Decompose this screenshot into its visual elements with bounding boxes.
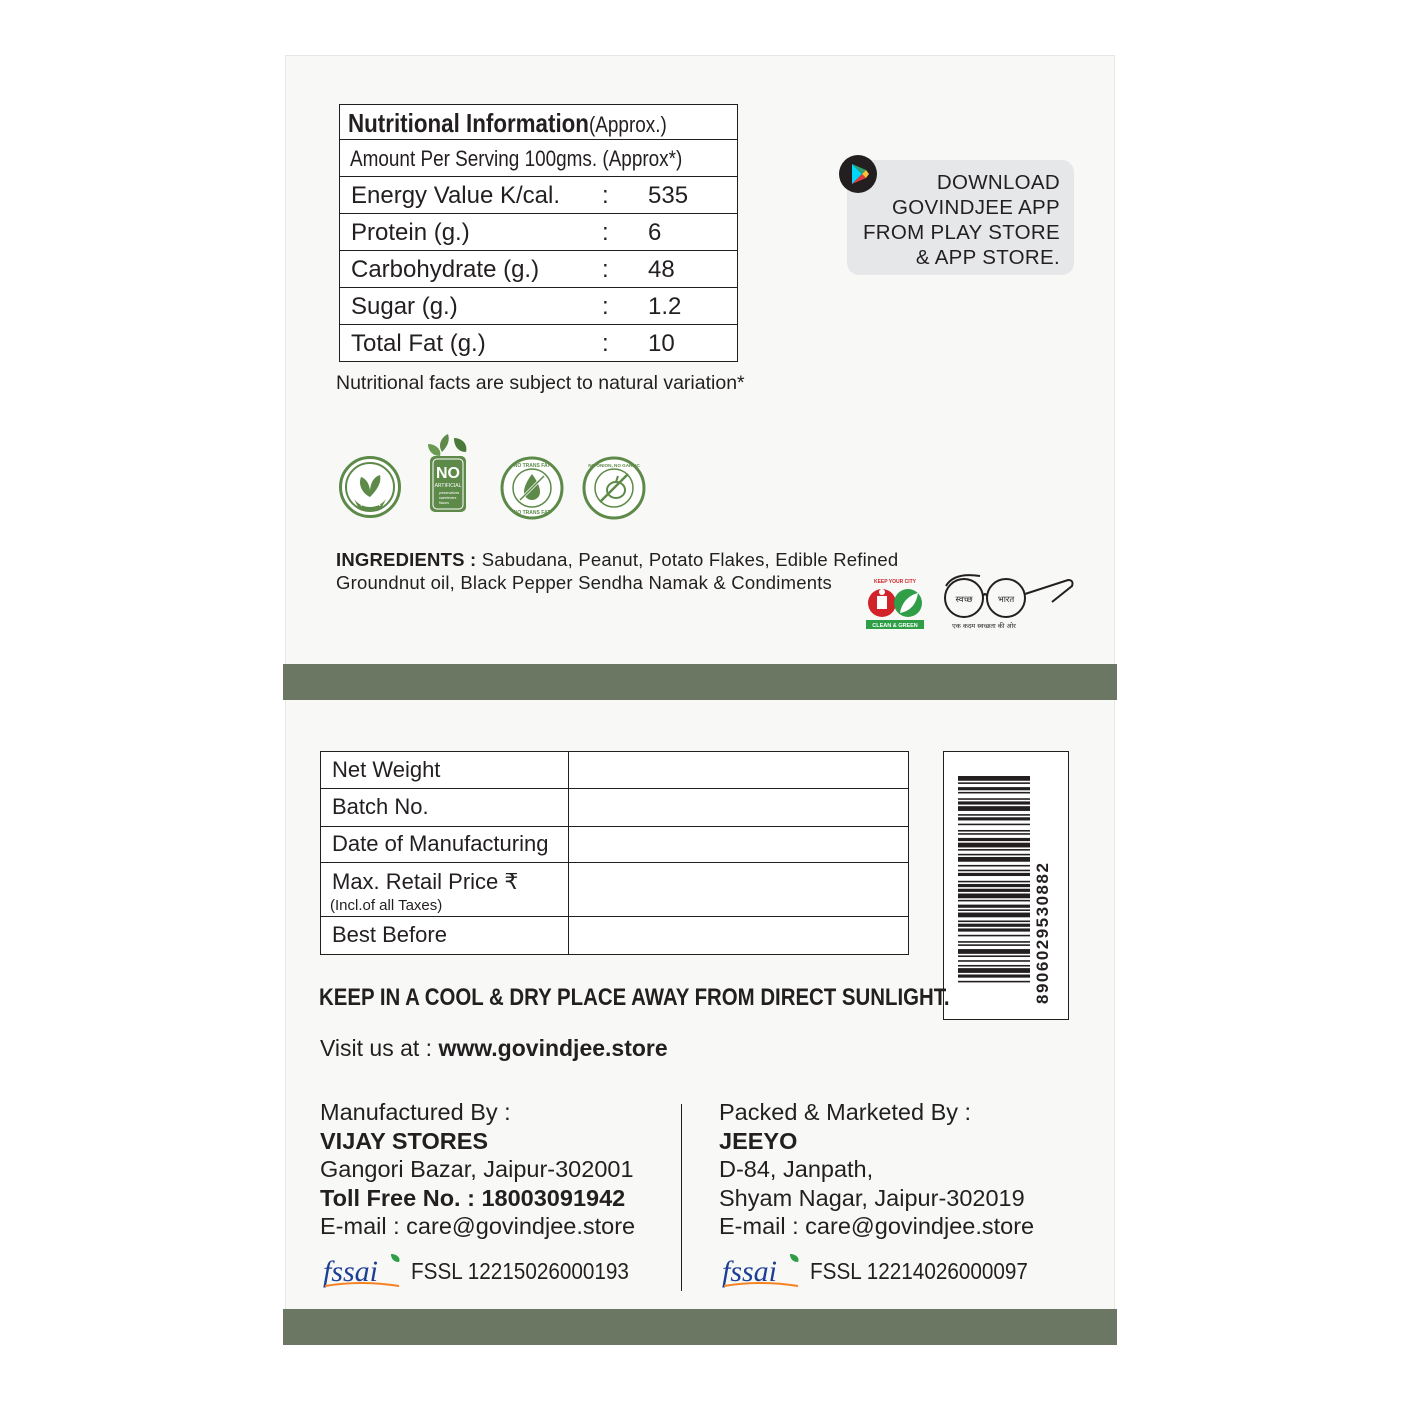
visit-label: Visit us at : [320, 1035, 433, 1061]
fssl-number: FSSL 12215026000193 [411, 1257, 629, 1284]
nutrition-label: Protein (g.) [351, 219, 470, 246]
manufacturer-toll-free: Toll Free No. : 18003091942 [320, 1184, 626, 1211]
fssai-logo-text: fssai [722, 1255, 778, 1288]
batch-label: Date of Manufacturing [321, 827, 569, 863]
clean-green-logo-icon [864, 575, 926, 631]
barcode-bar [958, 857, 1030, 862]
barcode-bar [958, 941, 1030, 943]
nutrition-sep: : [602, 256, 609, 283]
barcode-bar [958, 873, 1030, 876]
nutrition-row [340, 324, 737, 361]
marketer-address-1: D-84, Janpath, [719, 1156, 874, 1182]
barcode-bar [958, 968, 1030, 973]
ingredients-text: Sabudana, Peanut, Potato Flakes, Edible Refined Groundnut oil, Black Pepper Sendha Namak & Condiments [336, 549, 899, 593]
batch-label: Net Weight [321, 752, 569, 789]
barcode-bar [958, 830, 1030, 832]
barcode-bar [958, 854, 1030, 856]
batch-value-cell [569, 863, 909, 917]
nutrition-serving: Amount Per Serving 100gms. (Approx*) [350, 146, 683, 171]
barcode-bar [958, 806, 1030, 811]
nutrition-row [340, 287, 737, 324]
nutrition-title-suffix: (Approx.) [588, 112, 667, 137]
barcode-bar [958, 889, 1030, 892]
barcode-bar [958, 843, 1030, 848]
barcode-bar [958, 792, 1030, 794]
batch-label: Best Before [321, 917, 569, 955]
nutrition-value: 6 [648, 219, 662, 246]
fssai-marketer [720, 1250, 1052, 1292]
nutrition-row [340, 176, 737, 213]
preservatives-label: preservatives [439, 491, 460, 495]
barcode-bar [958, 905, 1030, 908]
barcode-bar [958, 817, 1030, 820]
manufacturer-address: Gangori Bazar, Jaipur-302001 [320, 1156, 634, 1182]
marketer-name: JEEYO [719, 1127, 798, 1154]
address-divider [681, 1104, 682, 1291]
batch-info-table [320, 751, 909, 955]
no-onion-garlic-badge-icon [582, 456, 646, 520]
nutrition-value: 535 [648, 182, 689, 209]
marketer-heading: Packed & Marketed By : [719, 1099, 972, 1125]
play-store-icon[interactable] [839, 155, 877, 193]
ingredients-label: INGREDIENTS : [336, 549, 477, 570]
download-app-box[interactable] [847, 160, 1074, 275]
ingredients [336, 548, 936, 594]
swachh-tagline: एक कदम स्वच्छता की ओर [952, 622, 1016, 630]
batch-label: Max. Retail Price ₹ [332, 869, 519, 894]
barcode-bar [958, 798, 1030, 800]
nutrition-note: Nutritional facts are subject to natural variation* [336, 372, 745, 394]
barcode-bar [958, 782, 1030, 784]
nutrition-title-row [340, 105, 737, 139]
nutrition-value: 48 [648, 256, 675, 283]
batch-value-cell [569, 752, 909, 789]
no-trans-fat-top: NO TRANS FAT [513, 463, 551, 469]
nutrition-value: 1.2 [648, 293, 682, 320]
sweeteners-label: sweeteners [439, 496, 457, 500]
nutrition-label: Carbohydrate (g.) [351, 256, 540, 283]
fssai-logo-icon [720, 1250, 802, 1292]
flavors-label: flavors [439, 501, 449, 505]
barcode-bar [958, 955, 1030, 957]
storage-instruction: KEEP IN A COOL & DRY PLACE AWAY FROM DIRECT SUNLIGHT. [319, 984, 950, 1011]
nutrition-serving-row [340, 139, 737, 176]
nutrition-row [340, 213, 737, 250]
visit-line [320, 1035, 668, 1062]
batch-sublabel: (Incl.of all Taxes) [330, 897, 443, 914]
barcode-number: 8906029530882 [1033, 861, 1052, 1004]
nutrition-value: 10 [648, 330, 675, 357]
barcode-bar [958, 870, 1030, 872]
table-row [321, 827, 909, 863]
barcode-bar [958, 787, 1030, 790]
vegan-label: VEGAN [359, 502, 381, 508]
barcode-bar [958, 920, 1030, 922]
download-app-text [863, 170, 1060, 270]
nutrition-row [340, 250, 737, 287]
marketer-email[interactable]: E-mail : care@govindjee.store [719, 1213, 1035, 1239]
manufacturer-block [320, 1098, 635, 1241]
barcode-bar [958, 924, 1030, 927]
barcode-bar [958, 801, 1030, 804]
batch-label-cell [321, 863, 569, 917]
download-line: GOVINDJEE APP [892, 196, 1060, 219]
barcode-bar [958, 928, 1030, 931]
swachh-right-label: भारत [997, 595, 1015, 605]
swachh-bharat-logo-icon [940, 572, 1076, 634]
barcode-bar [958, 824, 1030, 826]
barcode-bars [944, 752, 1068, 1019]
nutrition-table [339, 104, 738, 362]
barcode-bar [958, 974, 1030, 977]
batch-label: Batch No. [321, 789, 569, 827]
nutrition-sep: : [602, 330, 609, 357]
nutrition-label: Energy Value K/cal. [351, 182, 561, 209]
barcode-bar [958, 814, 1030, 816]
divider-band-top [283, 664, 1117, 700]
manufacturer-email[interactable]: E-mail : care@govindjee.store [320, 1213, 636, 1239]
barcode-bar [958, 913, 1030, 918]
clean-bottom-label: CLEAN & GREEN [872, 623, 918, 629]
fssl-number: FSSL 12214026000097 [810, 1257, 1028, 1284]
no-trans-fat-bottom: NO TRANS FAT [513, 510, 551, 516]
barcode-bar [958, 944, 1030, 946]
barcode-bar [958, 849, 1030, 851]
no-onion-garlic-label: NO ONION, NO GARLIC [588, 463, 640, 468]
swachh-left-label: स्वच्छ [955, 595, 973, 605]
barcode-bar [958, 949, 1030, 954]
fssai-manufacturer [321, 1250, 653, 1292]
fssai-logo-icon [321, 1250, 403, 1292]
barcode-bar [958, 960, 1030, 962]
website-link[interactable]: www.govindjee.store [438, 1035, 668, 1061]
marketer-address-2: Shyam Nagar, Jaipur-302019 [719, 1184, 1025, 1211]
nutrition-sep: : [602, 182, 609, 209]
table-row [321, 863, 909, 917]
barcode-bar [958, 965, 1030, 967]
barcode-bar [958, 935, 1030, 937]
barcode-bar [958, 894, 1030, 899]
nutrition-sep: : [602, 219, 609, 246]
barcode-bar [958, 865, 1030, 867]
table-row [321, 752, 909, 789]
barcode-bar [958, 900, 1030, 902]
table-row [321, 917, 909, 955]
nutrition-title: Nutritional Information [348, 108, 589, 138]
vegan-badge-icon [339, 456, 401, 518]
no-trans-fat-badge-icon [500, 456, 564, 520]
no-artificial-badge-icon [418, 432, 478, 514]
barcode-bar [958, 909, 1030, 911]
download-line: & APP STORE. [915, 246, 1060, 269]
batch-value-cell [569, 827, 909, 863]
clean-top-label: KEEP YOUR CITY [873, 579, 917, 585]
manufacturer-name: VIJAY STORES [320, 1127, 489, 1154]
fssai-logo-text: fssai [323, 1255, 379, 1288]
nutrition-label: Total Fat (g.) [351, 330, 486, 357]
batch-value-cell [569, 917, 909, 955]
nutrition-label: Sugar (g.) [351, 293, 458, 320]
barcode-bar [958, 881, 1030, 883]
download-line: DOWNLOAD [936, 171, 1060, 194]
manufacturer-heading: Manufactured By : [320, 1099, 511, 1125]
marketer-block [719, 1098, 1034, 1241]
barcode-bar [958, 981, 1030, 983]
barcode-bar [958, 884, 1030, 887]
batch-value-cell [569, 789, 909, 827]
barcode-bar [958, 833, 1030, 835]
divider-band-bottom [283, 1309, 1117, 1345]
download-line: FROM PLAY STORE [862, 221, 1060, 244]
artificial-label: ARTIFICIAL [434, 483, 462, 489]
barcode-bar [958, 838, 1030, 841]
table-row [321, 789, 909, 827]
nutrition-sep: : [602, 293, 609, 320]
barcode-bar [958, 776, 1030, 781]
barcode [943, 751, 1069, 1020]
no-label: NO [436, 465, 460, 482]
